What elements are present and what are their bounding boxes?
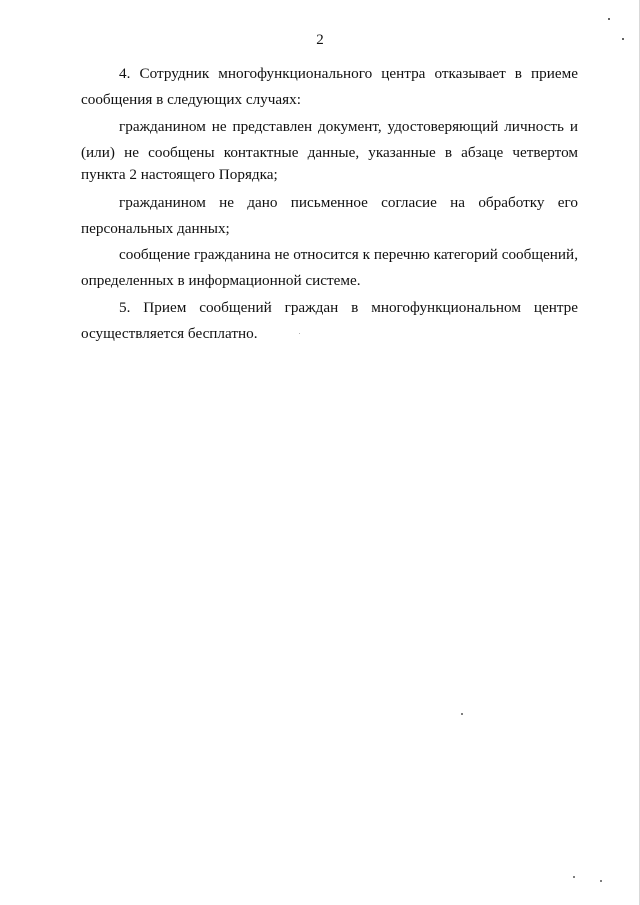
paragraph-line: сообщения в следующих случаях: <box>81 90 301 108</box>
paragraph-refusal-case-3 <box>81 242 578 293</box>
paragraph-refusal-case-1 <box>81 114 578 188</box>
paragraph-refusal-case-2 <box>81 190 578 241</box>
paragraph-line: пункта 2 настоящего Порядка; <box>81 166 278 183</box>
paragraph-line: осуществляется бесплатно. <box>81 324 258 342</box>
scan-speck <box>573 876 575 878</box>
paragraph-line: персональных данных; <box>81 219 230 237</box>
paragraph-line: (или) не сообщены контактные данные, указанные в абзаце четвертом <box>81 143 578 161</box>
scan-speck <box>600 880 602 882</box>
scan-speck <box>608 18 610 20</box>
paragraph-5 <box>81 295 578 346</box>
page-number: 2 <box>316 32 324 48</box>
paragraph-4 <box>81 61 578 112</box>
paragraph-line: 4. Сотрудник многофункционального центра отказывает в приеме <box>119 65 578 82</box>
scan-speck <box>299 333 300 334</box>
scan-speck <box>622 38 624 40</box>
paragraph-line: гражданином не дано письменное согласие на обработку его <box>119 194 578 211</box>
paragraph-line: определенных в информационной системе. <box>81 271 361 289</box>
paragraph-line: 5. Прием сообщений граждан в многофункциональном центре <box>119 299 578 316</box>
paragraph-line: сообщение гражданина не относится к перечню категорий сообщений, <box>119 246 578 263</box>
scan-speck <box>461 713 463 715</box>
paragraph-line: гражданином не представлен документ, удостоверяющий личность и <box>119 118 578 135</box>
